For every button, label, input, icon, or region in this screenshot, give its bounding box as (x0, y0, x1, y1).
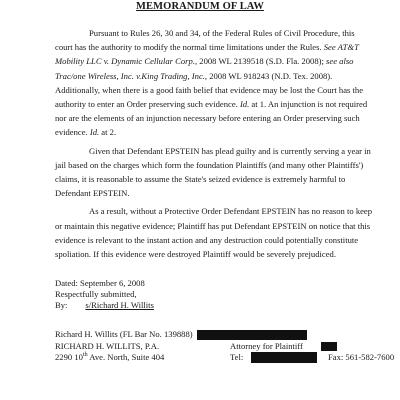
redaction-bar (197, 330, 307, 340)
p1-text-b: , 2008 WL 2139518 (S.D. Fla. 2008); (194, 56, 327, 67)
contact-row-firm (55, 341, 385, 353)
respectfully-line: Respectfully submitted, (55, 289, 137, 299)
tel-label: Tel: (230, 352, 244, 363)
redaction-bar (251, 352, 317, 363)
electronic-signature: s/Richard H. Willits (85, 300, 154, 310)
address: 2290 10th Ave. North, Suite 404 (55, 352, 165, 363)
signature-block (55, 278, 375, 311)
p1-text-c: , 2008 WL 918243 (N.D. Tex. 2008). Additionally, when there is a good faith belief that evidence may be lost the Court has the authority to enter an Order preserving such evidence. (55, 70, 364, 110)
citation-id-2: Id. (89, 127, 100, 138)
contact-block (55, 329, 395, 364)
p1-text-a: Pursuant to Rules 26, 30 and 34, of the Federal Rules of Civil Procedure, this court has the authority to modify the normal time limitations under the Rules. (55, 28, 355, 53)
citation-tracfone: see also Trac/one Wireless, Inc. v.King Trading, Inc. (55, 56, 354, 81)
contact-row-address (55, 352, 395, 364)
paragraph-guilty-plea: Given that Defendant EPSTEIN has plead guilty and is currently serving a year in jail based on the charges which form the foundation Plaintiffs (and many other Plaintiffs') claims, it is reasonable to assume the State's seized evidence is extremely harmful to Defendant EPSTEIN. (55, 145, 371, 199)
p1-text-d: at 1. An injunction is not required nor are the elements of an injunction necessary before entering an Order preserving such evidence. (55, 99, 368, 138)
attorney-name-bar: Richard H. Willits (FL Bar No. 139888) (55, 329, 193, 339)
paragraph-authority (55, 26, 373, 140)
redaction-bar (321, 342, 337, 351)
fax-number: Fax: 561-582-7600 (328, 352, 395, 363)
paragraph-protective-order: As a result, without a Protective Order Defendant EPSTEIN has no reason to keep or maintain this negative evidence; Plaintiff has put Defendant EPSTEIN on notice that this evidence is relevant to the instant action and any destruction could potentially constitute spoliation. If this evidence were destroyed Plaintiff would be severely prejudiced. (55, 206, 373, 260)
p1-text-e: at 2. (99, 127, 117, 138)
by-line (55, 300, 375, 311)
dated-line: Dated: September 6, 2008 (55, 278, 145, 288)
memorandum-title: MEMORANDUM OF LAW (136, 1, 264, 12)
by-label: By: (55, 300, 68, 310)
firm-name: RICHARD H. WILLITS, P.A. (55, 340, 160, 351)
memorandum-body (55, 26, 373, 265)
contact-row-name (55, 329, 385, 341)
citation-att-mobility: See AT&T Mobility LLC v. Dynamic Cellular Corp. (55, 42, 359, 67)
citation-id-1: Id. (239, 99, 250, 110)
attorney-for-label: Attorney for Plaintiff (230, 340, 303, 351)
